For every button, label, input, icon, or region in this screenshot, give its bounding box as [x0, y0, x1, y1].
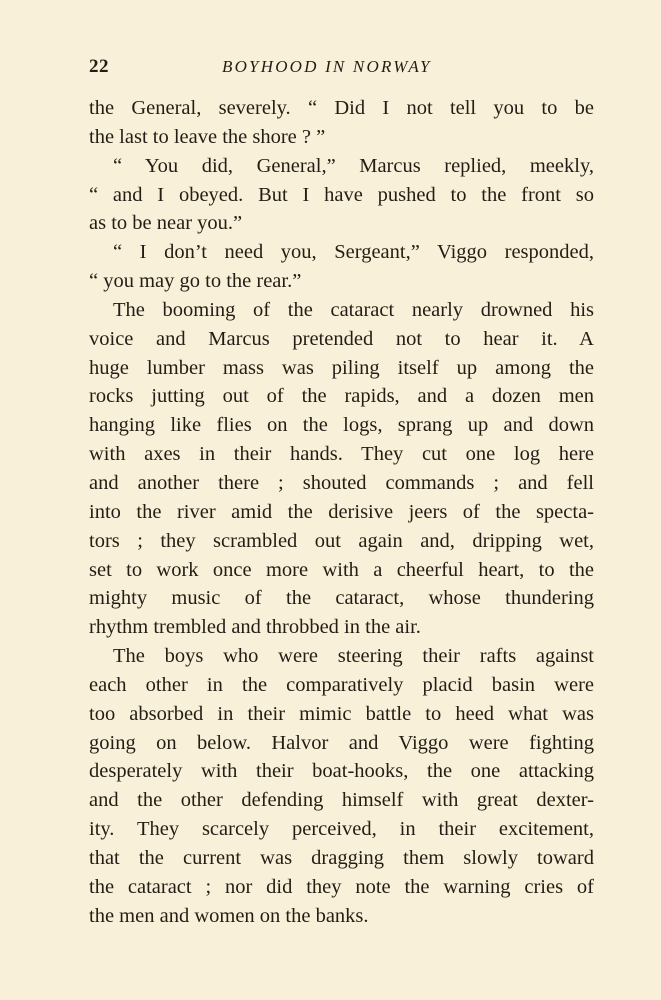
text-line: and another there ; shouted commands ; and fell	[89, 471, 594, 494]
text-line: “ you may go to the rear.”	[89, 270, 302, 293]
text-line: The booming of the cataract nearly drowned his	[113, 298, 594, 321]
text-line: each other in the comparatively placid basin were	[89, 673, 594, 696]
text-line: too absorbed in their mimic battle to heed what was	[89, 702, 594, 725]
text-line: the men and women on the banks.	[89, 904, 369, 927]
text-line: desperately with their boat-hooks, the one attacking	[89, 760, 594, 783]
text-line: going on below. Halvor and Viggo were fighting	[89, 731, 594, 754]
text-line: the General, severely. “ Did I not tell you to be	[89, 97, 594, 119]
running-head	[89, 56, 594, 80]
text-line: “ You did, General,” Marcus replied, meekly,	[113, 154, 594, 177]
page-number: 22	[89, 56, 109, 77]
text-line: huge lumber mass was piling itself up among the	[89, 356, 594, 379]
text-line: ity. They scarcely perceived, in their excitement,	[89, 818, 594, 841]
text-line: rocks jutting out of the rapids, and a dozen men	[89, 385, 594, 408]
text-line: with axes in their hands. They cut one log here	[89, 443, 594, 466]
text-line: hanging like flies on the logs, sprang up and down	[89, 414, 594, 437]
text-line: “ and I obeyed. But I have pushed to the front so	[89, 183, 594, 206]
text-line: set to work once more with a cheerful heart, to the	[89, 558, 594, 581]
text-line: the cataract ; nor did they note the warning cries of	[89, 875, 594, 898]
text-line: that the current was dragging them slowly toward	[89, 846, 594, 869]
text-line: and the other defending himself with great dexter-	[89, 789, 594, 812]
text-line: “ I don’t need you, Sergeant,” Viggo responded,	[113, 241, 594, 264]
text-line: the last to leave the shore ? ”	[89, 125, 326, 148]
text-line: tors ; they scrambled out again and, dripping wet,	[89, 529, 594, 552]
text-line: rhythm trembled and throbbed in the air.	[89, 616, 421, 639]
text-line: The boys who were steering their rafts against	[113, 645, 594, 668]
running-title: BOYHOOD IN NORWAY	[222, 57, 432, 76]
text-line: as to be near you.”	[89, 212, 243, 235]
text-line: voice and Marcus pretended not to hear it. A	[89, 327, 594, 350]
text-line: mighty music of the cataract, whose thundering	[89, 587, 594, 610]
text-line: into the river amid the derisive jeers of the specta-	[89, 500, 594, 523]
body-text	[89, 94, 594, 930]
